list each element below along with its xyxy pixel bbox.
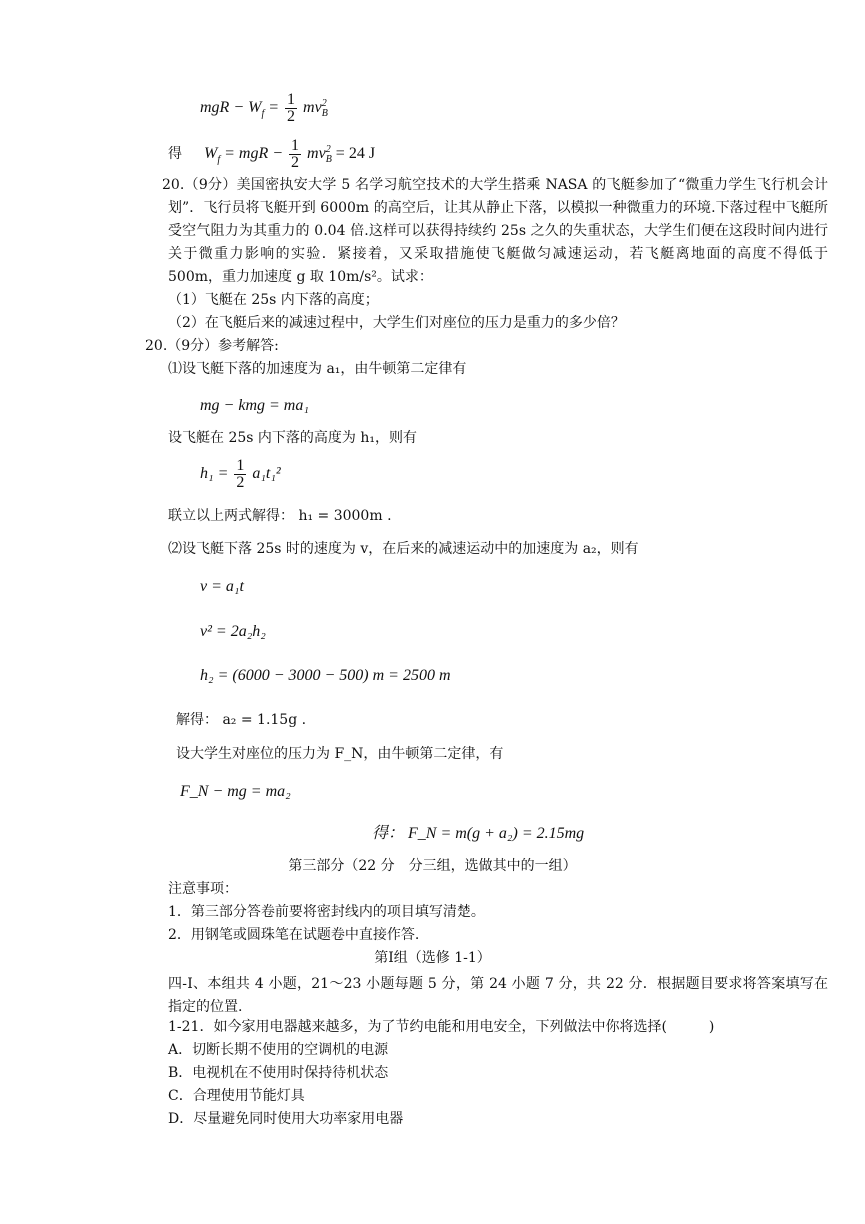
eq2-num: 1: [291, 137, 300, 154]
eq2-fraction: [289, 138, 301, 171]
part3-note-1: 1．第三部分答卷前要将密封线内的项目填写清楚。: [168, 904, 485, 920]
answer-step2: 设飞艇在 25s 内下落的高度为 h₁，则有: [168, 430, 417, 446]
part3-note-2: 2．用钢笔或圆珠笔在试题卷中直接作答.: [168, 927, 420, 943]
eq-top-den: 2: [287, 108, 296, 125]
equation-b: [200, 458, 281, 491]
eq2-sub-B: B: [325, 153, 332, 165]
eq2-sup: 2: [325, 143, 331, 155]
option-b: B．电视机在不使用时保持待机状态: [168, 1065, 389, 1081]
part3-notice: 注意事项：: [168, 881, 238, 897]
eq-top-rhs: mv: [303, 99, 322, 117]
answer-step4: ⑵设飞艇下落 25s 时的速度为 v，在后来的减速运动中的加速度为 a₂，则有: [168, 541, 639, 557]
eq-b-num: 1: [236, 457, 245, 474]
equation-f: F_N − mg = ma₂: [180, 783, 291, 800]
group-intro: 四-Ⅰ、本组共 4 小题，21～23 小题每题 5 分，第 24 小题 7 分，共 22 分．根据题目要求将答案填写在指定的位置.: [168, 976, 828, 1015]
equation-c: v = a₁t: [200, 578, 244, 595]
answer-step5: 解得： a₂ = 1.15g .: [176, 712, 307, 728]
equation-g: 得： F_N = m(g + a₂) = 2.15mg: [372, 825, 585, 842]
eq-top-fraction: [285, 92, 297, 125]
option-c: C．合理使用节能灯具: [168, 1088, 305, 1104]
group-title: 第Ⅰ组（选修 1-1）: [374, 950, 491, 966]
eq-b-fraction: [234, 458, 246, 491]
option-a: A．切断长期不使用的空调机的电源: [168, 1042, 389, 1058]
equation-e: h₂ = (6000 − 3000 − 500) m = 2500 m: [200, 667, 451, 684]
question-21: 1-21．如今家用电器越来越多，为了节约电能和用电安全，下列做法中你将选择( ): [168, 1019, 715, 1035]
de-label: 得: [168, 146, 182, 163]
eq2-den: 2: [291, 154, 300, 171]
eq-top-lhs: mgR − W: [200, 99, 262, 117]
answer-heading: 20.（9分）参考解答:: [145, 338, 279, 354]
eq-top-sub-B: B: [321, 107, 328, 119]
eq-b-rhs: a₁t₁²: [252, 465, 281, 483]
answer-step1: ⑴设飞艇下落的加速度为 a₁，由牛顿第二定律有: [168, 361, 467, 377]
eq2-result: = 24 J: [335, 145, 376, 163]
option-d: D．尽量避免同时使用大功率家用电器: [168, 1111, 404, 1127]
equation-energy: [200, 92, 328, 125]
eq2-mid: = mgR −: [224, 145, 284, 163]
eq-top-sup: 2: [321, 97, 327, 109]
question-20-sub2: （2）在飞艇后来的减速过程中，大学生们对座位的压力是重力的多少倍？: [168, 315, 625, 331]
eq2-lhs: W: [204, 145, 218, 163]
eq-top-equals: =: [268, 99, 280, 117]
answer-step6: 设大学生对座位的压力为 F_N，由牛顿第二定律，有: [176, 746, 504, 762]
answer-step3: 联立以上两式解得： h₁ = 3000m .: [168, 508, 392, 524]
eq-b-den: 2: [236, 474, 245, 491]
question-20-text: 20.（9分）美国密执安大学 5 名学习航空技术的大学生搭乘 NASA 的飞艇参加了“微重力学生飞行机会计划”．飞行员将飞艇开到 6000m 的高空后，让其从静止下落，以模拟一种微重力的环境.下落过程中飞艇所受空气阻力为其重力的 0.04 倍.这样可以获得持续约 25s 之久的失重状态，大学生们便在这段时间内进行关于微重力影响的实验．紧接着，又采取措施使飞艇做匀减速运动，若飞艇离地面的高度不得低于 500m，重力加速度 g 取 10m/s²。试求：: [162, 177, 828, 285]
equation-work: [168, 138, 375, 171]
equation-a: mg − kmg = ma₁: [200, 397, 309, 414]
eq-top-num: 1: [287, 91, 296, 108]
eq-top-sub-f: f: [261, 108, 265, 120]
eq2-sub-f: f: [217, 154, 221, 166]
part3-title: 第三部分（22 分 分三组，选做其中的一组）: [288, 858, 577, 874]
equation-d: v² = 2a₂h₂: [200, 623, 266, 640]
question-20-sub1: （1）飞艇在 25s 内下落的高度；: [168, 292, 379, 308]
eq2-rhs: mv: [307, 145, 326, 163]
eq-b-lhs: h₁ =: [200, 465, 229, 483]
